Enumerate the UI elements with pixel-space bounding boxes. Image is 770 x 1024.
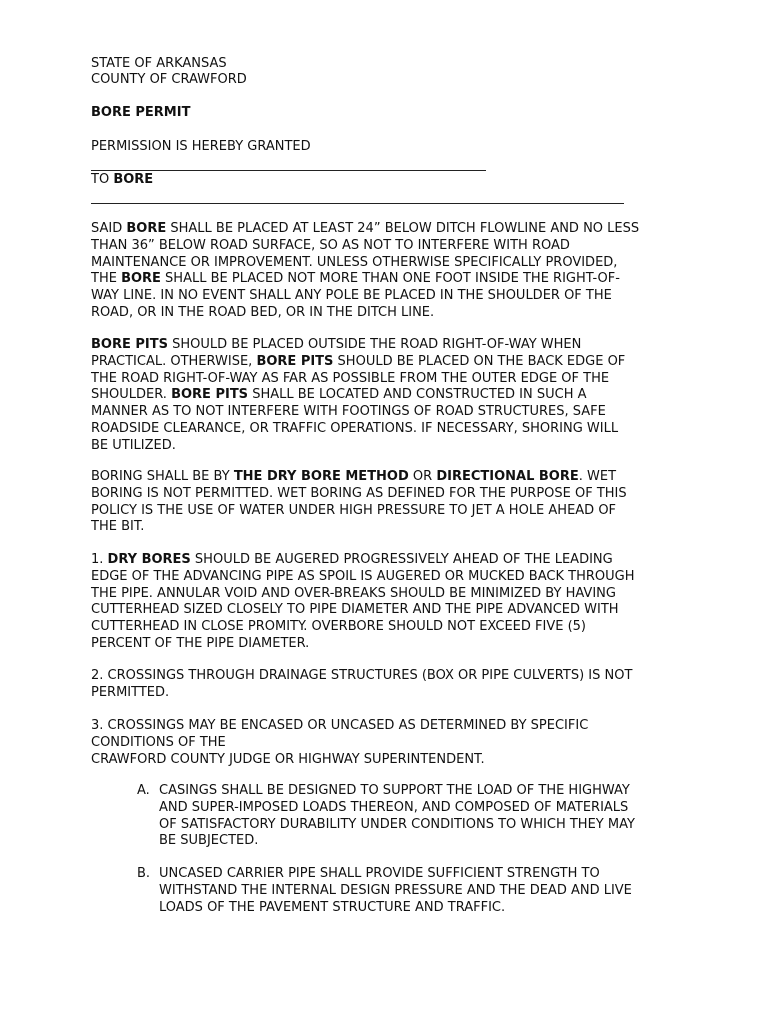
text-line <box>91 305 691 322</box>
text-segment: PERMITTED. <box>91 684 170 700</box>
text-line <box>91 387 691 404</box>
text-segment: THE <box>91 271 122 287</box>
text-line <box>91 371 691 388</box>
bold-term: BORE PITS <box>171 387 249 403</box>
sub-item-marker: A. <box>137 783 150 798</box>
text-segment: WAY LINE. IN NO EVENT SHALL ANY POLE BE PLACED IN THE SHOULDER OF THE <box>91 288 612 304</box>
text-segment: SHOULDER. <box>91 387 172 403</box>
text-line <box>91 519 691 536</box>
text-line <box>91 255 691 272</box>
text-line <box>91 288 691 305</box>
bold-term: BORE <box>126 221 167 236</box>
text-line <box>91 354 691 371</box>
sub-item-marker: B. <box>137 866 151 881</box>
text-line: UNCASED CARRIER PIPE SHALL PROVIDE SUFFICIENT STRENGTH TO <box>159 866 600 881</box>
text-segment: SHOULD BE AUGERED PROGRESSIVELY AHEAD OF THE LEADING <box>190 552 613 567</box>
paragraph-bore-pits <box>91 337 691 455</box>
text-line <box>91 685 691 702</box>
bold-term: BORE PITS <box>256 353 334 369</box>
bold-term: DRY BORES <box>107 552 191 567</box>
text-line: CASINGS SHALL BE DESIGNED TO SUPPORT THE LOAD OF THE HIGHWAY <box>159 783 630 798</box>
text-line: OF SATISFACTORY DURABILITY UNDER CONDITIONS TO WHICH THEY MAY <box>159 816 635 832</box>
text-segment: PERCENT OF THE PIPE DIAMETER. <box>91 635 310 651</box>
text-line <box>91 271 691 288</box>
text-segment: CUTTERHEAD IN CLOSE PROMITY. OVERBORE SHOULD NOT EXCEED FIVE (5) <box>91 619 586 635</box>
text-segment: MANNER AS TO NOT INTERFERE WITH FOOTINGS OF ROAD STRUCTURES, SAFE <box>91 404 606 420</box>
text-line <box>91 569 691 586</box>
text-segment: BORING SHALL BE BY <box>91 469 234 484</box>
text-segment: EDGE OF THE ADVANCING PIPE AS SPOIL IS AUGERED OR MUCKED BACK THROUGH <box>91 568 635 584</box>
state-line: STATE OF ARKANSAS <box>91 56 227 71</box>
sub-item-text <box>159 783 635 850</box>
grantee-blank-line <box>91 170 486 171</box>
text-line <box>91 503 691 520</box>
paragraph-drainage-crossings <box>91 668 691 702</box>
text-line <box>91 404 691 421</box>
paragraph-encased-crossings <box>91 718 691 768</box>
text-segment: CRAWFORD COUNTY JUDGE OR HIGHWAY SUPERINTENDENT. <box>91 751 485 767</box>
text-segment: ROADSIDE CLEARANCE, OR TRAFFIC OPERATIONS. IF NECESSARY, SHORING WILL <box>91 420 619 436</box>
text-segment: BORING IS NOT PERMITTED. WET BORING AS DEFINED FOR THE PURPOSE OF THIS <box>91 485 627 501</box>
text-segment: THE PIPE. ANNULAR VOID AND OVER-BREAKS SHOULD BE MINIMIZED BY HAVING <box>91 585 616 601</box>
text-segment: 2. CROSSINGS THROUGH DRAINAGE STRUCTURES (BOX OR PIPE CULVERTS) IS NOT <box>91 668 633 683</box>
text-segment: 1. <box>91 552 108 567</box>
permission-line: PERMISSION IS HEREBY GRANTED <box>91 139 311 154</box>
bold-term: THE DRY BORE METHOD <box>233 469 409 484</box>
text-segment: OR <box>408 469 437 484</box>
text-segment: CUTTERHEAD SIZED CLOSELY TO PIPE DIAMETER AND THE PIPE ADVANCED WITH <box>91 602 619 618</box>
text-line <box>91 421 691 438</box>
county-line: COUNTY OF CRAWFORD <box>91 72 247 87</box>
text-line <box>91 586 691 603</box>
text-line <box>91 238 691 255</box>
paragraph-boring-method <box>91 469 691 536</box>
text-line: LOADS OF THE PAVEMENT STRUCTURE AND TRAFFIC. <box>159 899 506 915</box>
text-segment: BE UTILIZED. <box>91 437 176 453</box>
text-segment: POLICY IS THE USE OF WATER UNDER HIGH PRESSURE TO JET A HOLE AHEAD OF <box>91 502 617 518</box>
text-segment: SHALL BE PLACED AT LEAST 24” BELOW DITCH FLOWLINE AND NO LESS <box>166 221 640 236</box>
text-segment: SHOULD BE PLACED OUTSIDE THE ROAD RIGHT-OF-WAY WHEN <box>167 337 582 352</box>
permit-title: BORE PERMIT <box>91 105 191 120</box>
text-line <box>91 636 691 653</box>
paragraph-bore-placement <box>91 221 691 322</box>
text-segment: ROAD, OR IN THE ROAD BED, OR IN THE DITCH LINE. <box>91 304 435 320</box>
bold-term: DIRECTIONAL BORE <box>436 469 579 484</box>
text-segment: THAN 36” BELOW ROAD SURFACE, SO AS NOT TO INTERFERE WITH ROAD <box>91 237 570 253</box>
bore-blank-line <box>91 203 624 204</box>
text-segment: SAID <box>91 221 127 236</box>
text-line: BE SUBJECTED. <box>159 833 259 849</box>
text-line: WITHSTAND THE INTERNAL DESIGN PRESSURE AND THE DEAD AND LIVE <box>159 882 632 898</box>
text-segment: 3. CROSSINGS MAY BE ENCASED OR UNCASED AS DETERMINED BY SPECIFIC <box>91 718 589 733</box>
text-segment: SHALL BE LOCATED AND CONSTRUCTED IN SUCH A <box>248 387 587 403</box>
sub-item-text <box>159 866 632 916</box>
text-segment: SHALL BE PLACED NOT MORE THAN ONE FOOT INSIDE THE RIGHT-OF- <box>160 271 620 287</box>
text-line <box>91 668 691 685</box>
text-line <box>91 602 691 619</box>
paragraph-dry-bores <box>91 552 691 653</box>
text-line <box>91 718 691 735</box>
text-segment: MAINTENANCE OR IMPROVEMENT. UNLESS OTHERWISE SPECIFICALLY PROVIDED, <box>91 254 618 270</box>
to-bore-line: TO BORE <box>91 172 154 187</box>
text-line <box>91 221 691 238</box>
text-line <box>91 438 691 455</box>
text-line <box>91 469 691 486</box>
text-line <box>91 486 691 503</box>
text-segment: CONDITIONS OF THE <box>91 734 226 750</box>
text-segment: PRACTICAL. OTHERWISE, <box>91 353 257 369</box>
text-segment: THE ROAD RIGHT-OF-WAY AS FAR AS POSSIBLE FROM THE OUTER EDGE OF THE <box>91 370 610 386</box>
text-line <box>91 735 691 752</box>
text-segment: . WET <box>578 469 617 484</box>
text-line <box>91 619 691 636</box>
text-line <box>91 337 691 354</box>
text-line <box>91 552 691 569</box>
text-line <box>91 752 691 769</box>
bold-term: BORE <box>121 271 161 287</box>
text-segment: THE BIT. <box>91 519 145 535</box>
text-line: AND SUPER-IMPOSED LOADS THEREON, AND COMPOSED OF MATERIALS <box>159 799 629 815</box>
bold-term: BORE PITS <box>91 337 168 352</box>
text-segment: SHOULD BE PLACED ON THE BACK EDGE OF <box>333 353 626 369</box>
